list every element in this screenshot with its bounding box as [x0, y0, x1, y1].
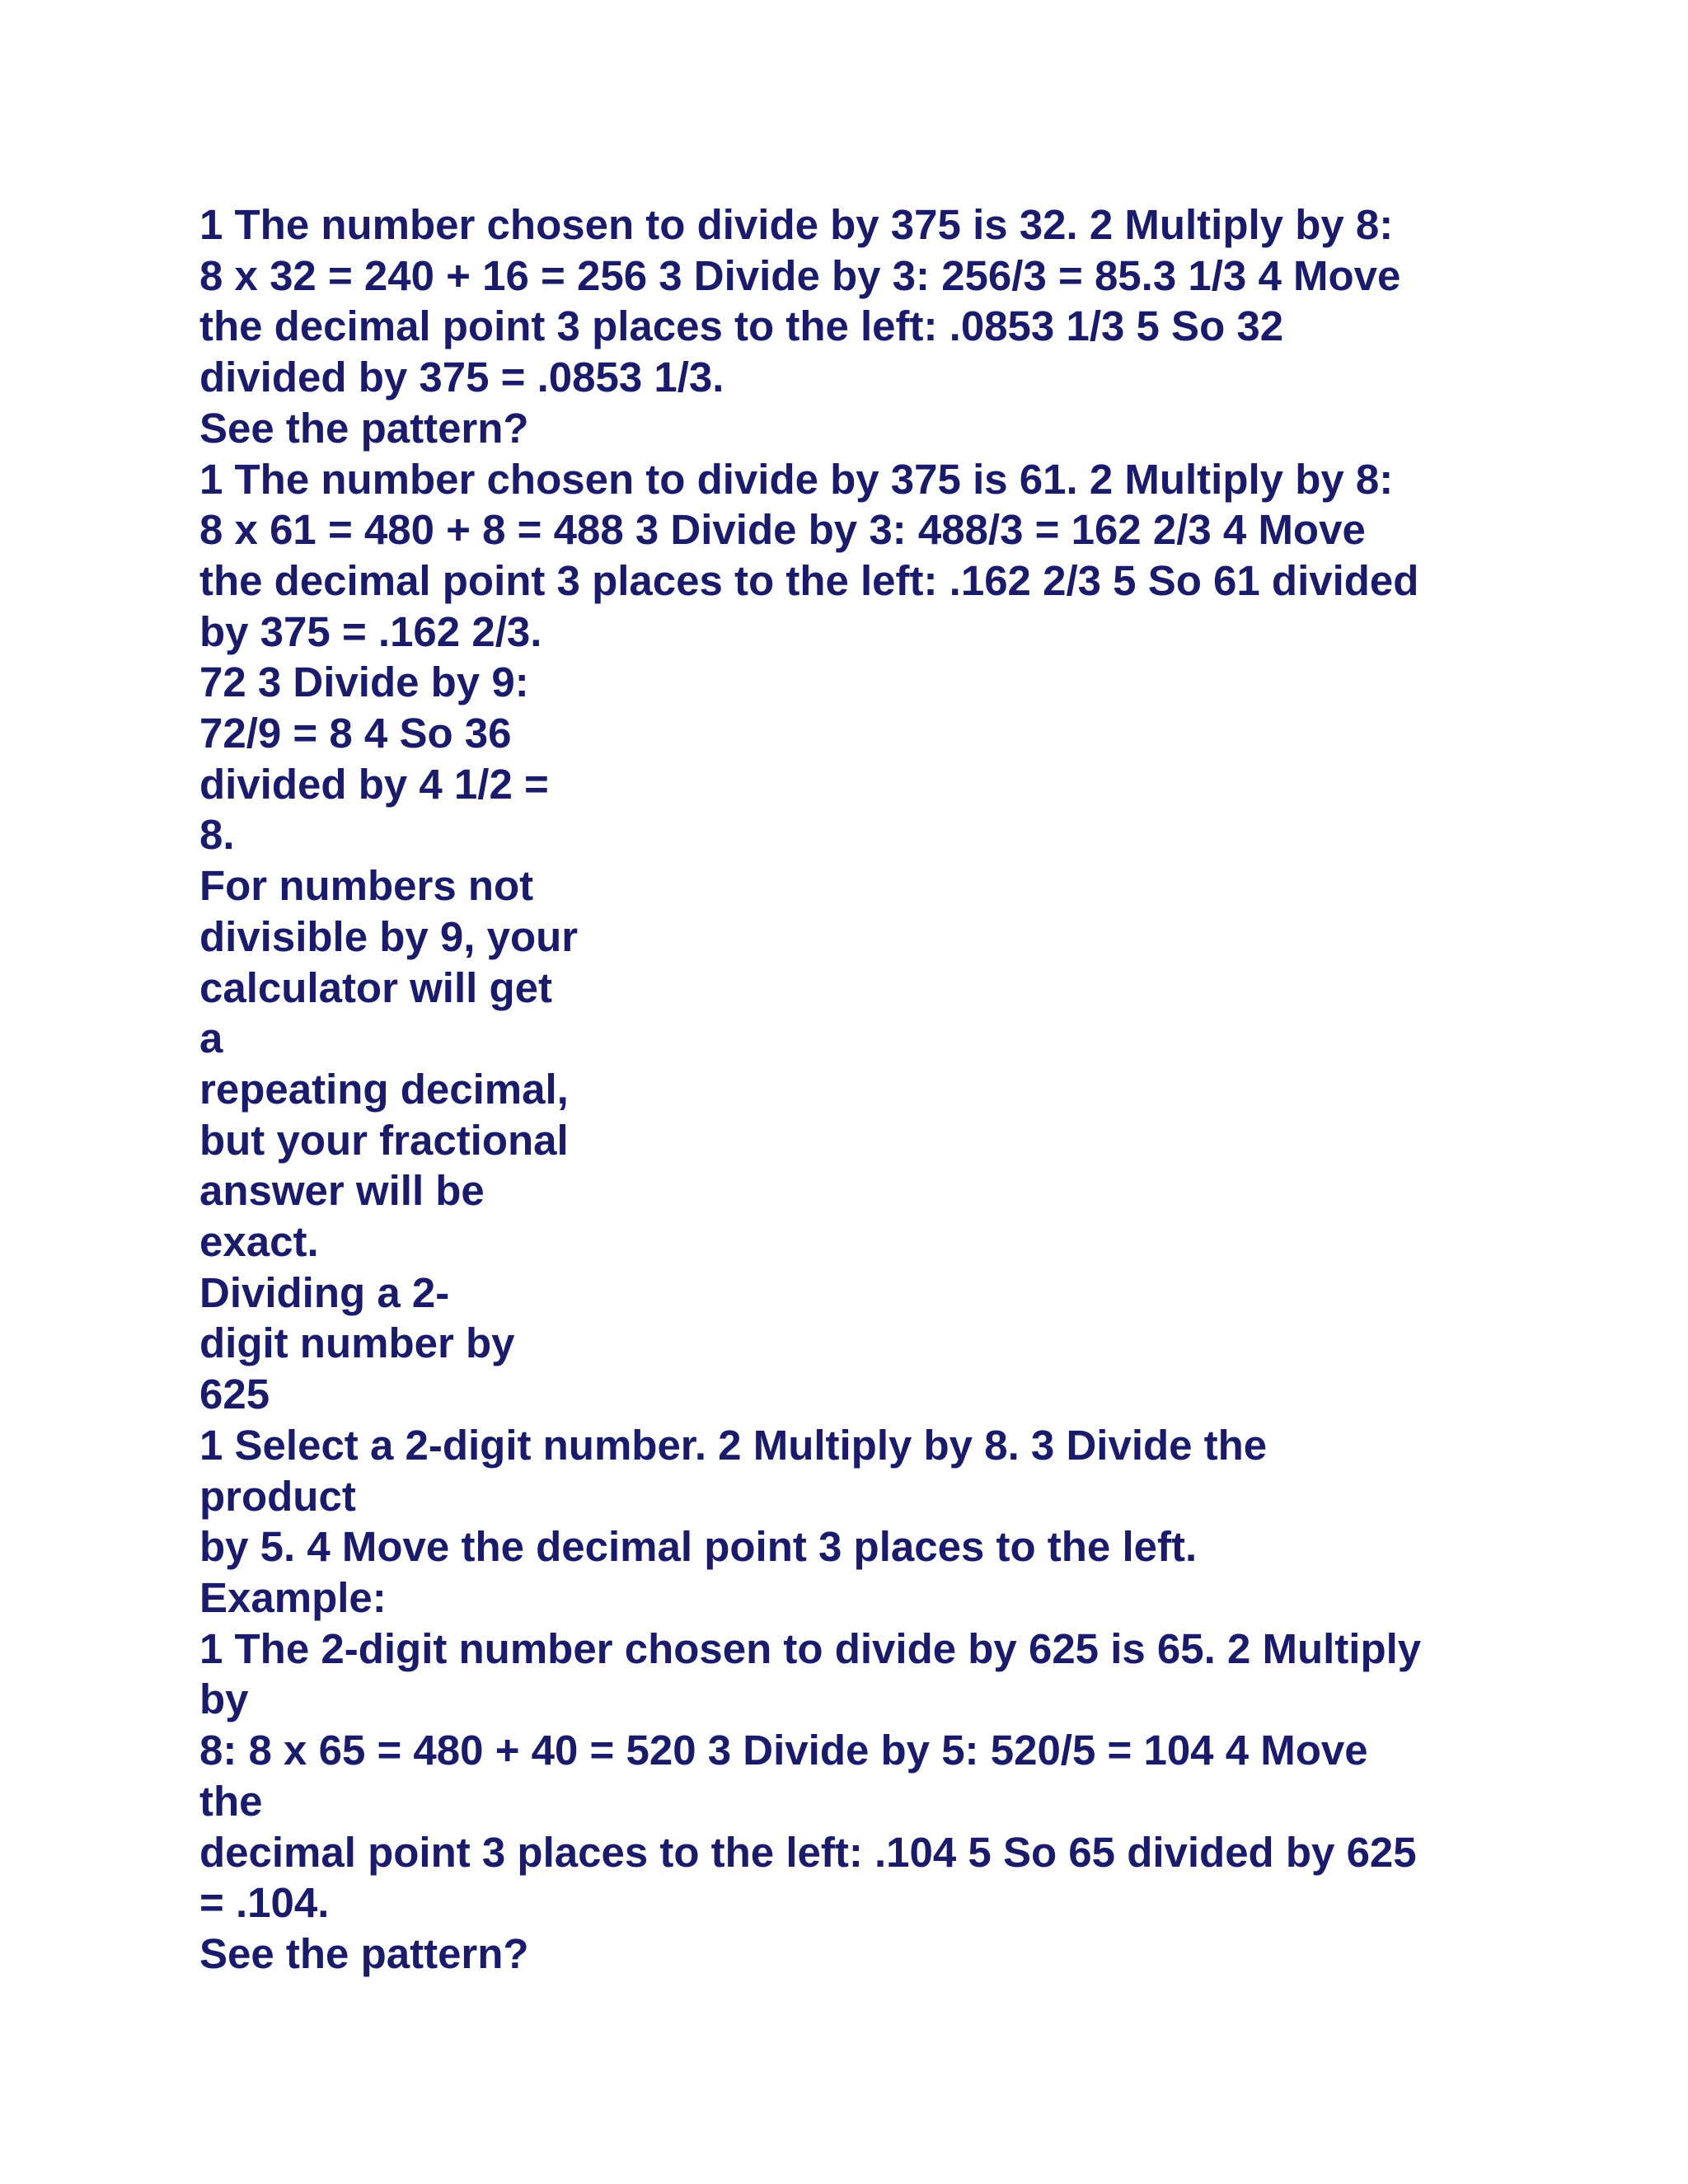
text-line: 8: 8 x 65 = 480 + 40 = 520 3 Divide by 5: 520/5 = 104 4 Move — [199, 1727, 1368, 1774]
text-line: 1 The number chosen to divide by 375 is 61. 2 Multiply by 8: — [199, 455, 1394, 503]
text-line: 1 The number chosen to divide by 375 is 32. 2 Multiply by 8: — [199, 201, 1394, 248]
text-line: by 375 = .162 2/3. — [199, 607, 542, 655]
text-line: repeating decimal, — [199, 1065, 569, 1113]
text-line: 8. — [199, 811, 235, 859]
text-line: 625 — [199, 1371, 270, 1418]
text-line: decimal point 3 places to the left: .104 5 So 65 divided by 625 — [199, 1828, 1417, 1876]
text-line: the decimal point 3 places to the left: .0853 1/3 5 So 32 — [199, 302, 1284, 350]
text-line: exact. — [199, 1218, 319, 1266]
text-line: product — [199, 1472, 356, 1520]
text-line: 72 3 Divide by 9: — [199, 658, 529, 706]
text-line: 1 The 2-digit number chosen to divide by 625 is 65. 2 Multiply — [199, 1624, 1422, 1672]
text-line: calculator will get — [199, 963, 552, 1011]
text-line: 8 x 32 = 240 + 16 = 256 3 Divide by 3: 256/3 = 85.3 1/3 4 Move — [199, 251, 1401, 299]
text-line: answer will be — [199, 1167, 485, 1215]
text-line: divisible by 9, your — [199, 912, 579, 960]
text-line: 1 Select a 2-digit number. 2 Multiply by 8. 3 Divide the — [199, 1421, 1268, 1469]
text-line: by 5. 4 Move the decimal point 3 places to the left. — [199, 1523, 1198, 1571]
text-line: See the pattern? — [199, 404, 529, 452]
text-line: = .104. — [199, 1879, 330, 1927]
text-line: but your fractional — [199, 1116, 569, 1164]
document-body — [199, 199, 1518, 1980]
text-line: divided by 375 = .0853 1/3. — [199, 354, 724, 401]
text-line: For numbers not — [199, 862, 534, 910]
text-line: the — [199, 1777, 263, 1825]
text-line: See the pattern? — [199, 1929, 529, 1977]
text-line: digit number by — [199, 1319, 515, 1367]
text-line: divided by 4 1/2 = — [199, 760, 549, 808]
text-line: 72/9 = 8 4 So 36 — [199, 710, 512, 757]
text-line: by — [199, 1675, 249, 1723]
text-line: Dividing a 2- — [199, 1268, 450, 1316]
text-line: Example: — [199, 1573, 387, 1621]
text-line: 8 x 61 = 480 + 8 = 488 3 Divide by 3: 488/3 = 162 2/3 4 Move — [199, 506, 1366, 554]
text-line: the decimal point 3 places to the left: .162 2/3 5 So 61 divided — [199, 556, 1419, 604]
text-line: a — [199, 1015, 223, 1062]
